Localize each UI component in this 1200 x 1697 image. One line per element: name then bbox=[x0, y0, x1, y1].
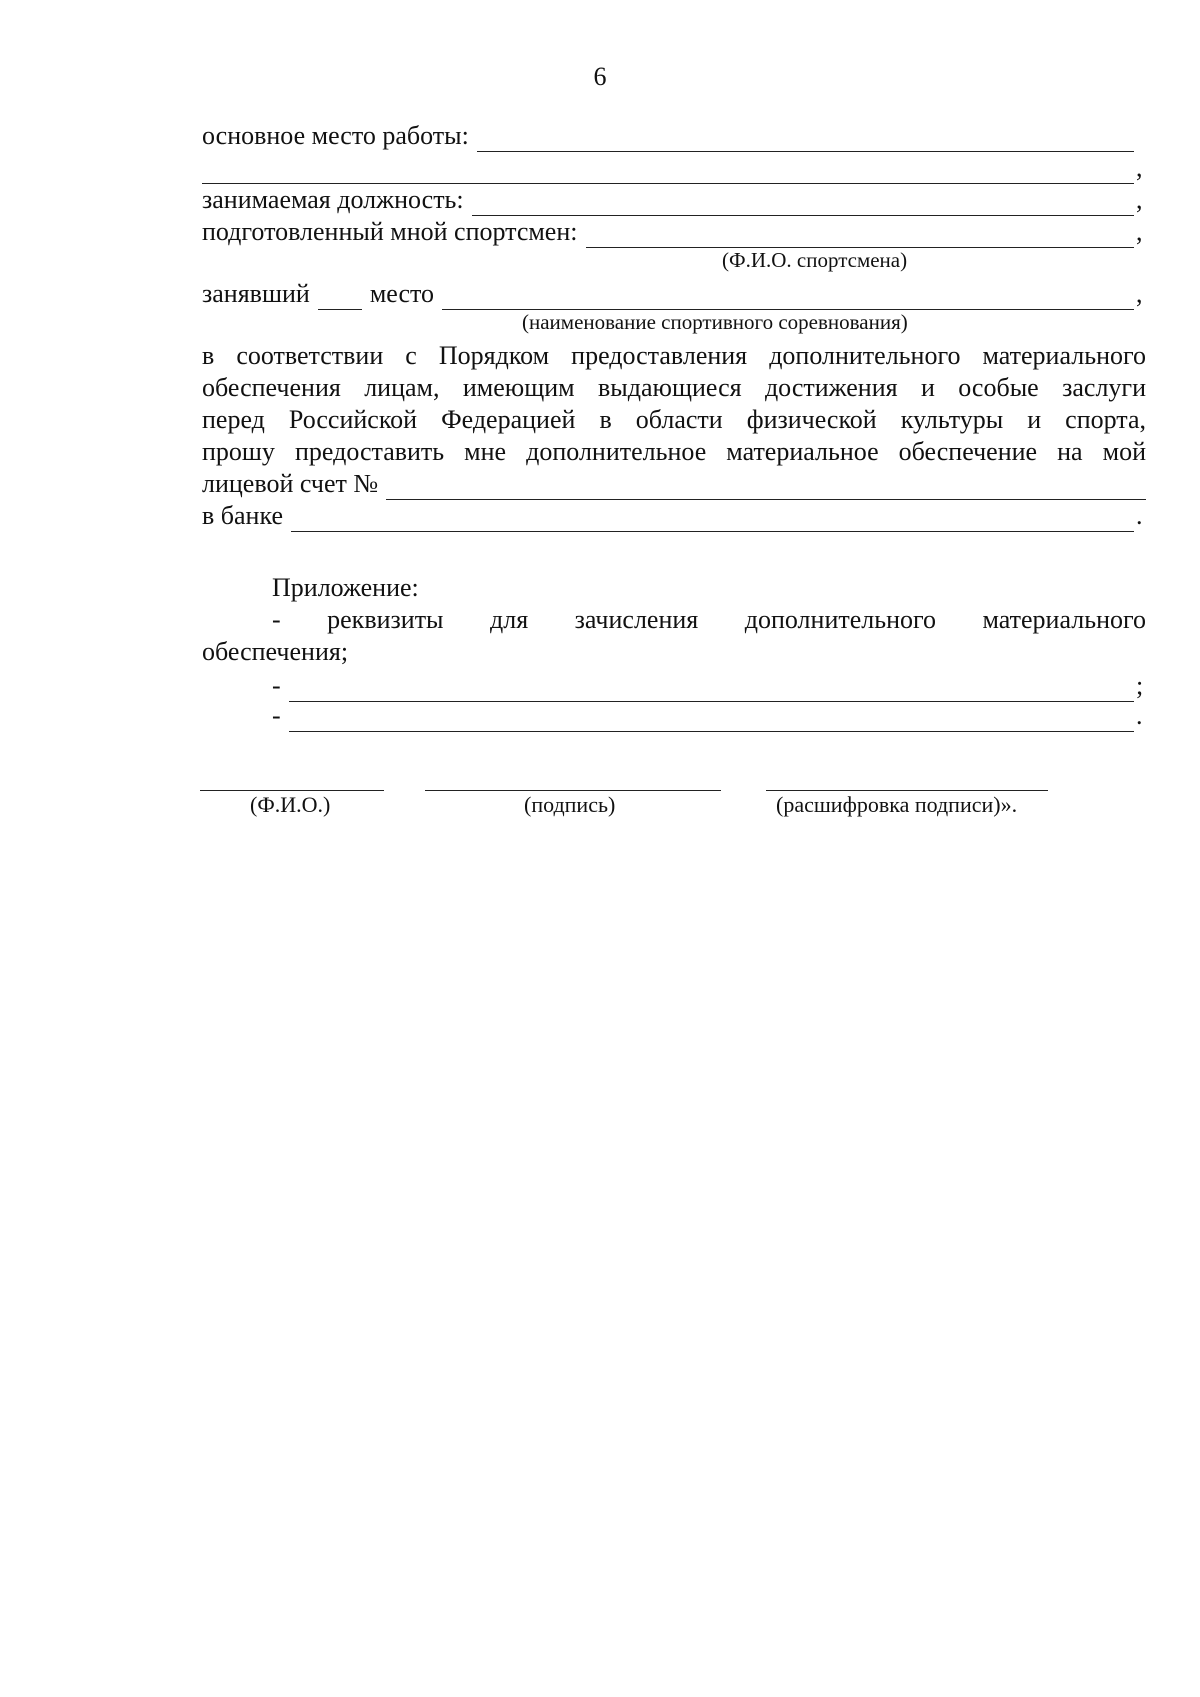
signature-decode-caption: (расшифровка подписи)». bbox=[776, 792, 1018, 817]
workplace-field-2[interactable] bbox=[202, 161, 1134, 184]
dash: - bbox=[272, 671, 281, 700]
paragraph-line-3: перед Российской Федерацией в области физической культуры и спорта, bbox=[202, 405, 1146, 434]
period: . bbox=[1136, 501, 1143, 530]
paragraph-line-2: обеспечения лицам, имеющим выдающиеся достижения и особые заслуги bbox=[202, 373, 1146, 402]
place-prefix: занявший bbox=[202, 279, 310, 308]
attachment-item-3 bbox=[202, 702, 1146, 732]
workplace-row bbox=[202, 120, 1146, 152]
workplace-label: основное место работы: bbox=[202, 121, 469, 150]
signature-caption: (подпись) bbox=[524, 792, 616, 817]
attachment-item-1: - реквизиты для зачисления дополнительного материального bbox=[272, 605, 1146, 634]
signature-line[interactable] bbox=[425, 790, 721, 791]
attachment-field-2[interactable] bbox=[289, 679, 1134, 702]
bank-label: в банке bbox=[202, 501, 283, 530]
place-number-field[interactable] bbox=[318, 287, 362, 310]
bank-row bbox=[202, 500, 1146, 532]
athlete-label: подготовленный мной спортсмен: bbox=[202, 217, 578, 246]
bank-field[interactable] bbox=[291, 509, 1134, 532]
account-row bbox=[202, 468, 1146, 500]
application-form bbox=[202, 120, 1146, 732]
paragraph-line-4: прошу предоставить мне дополнительное материальное обеспечение на мой bbox=[202, 437, 1146, 466]
semicolon: ; bbox=[1136, 671, 1144, 700]
period: . bbox=[1136, 701, 1143, 730]
account-label: лицевой счет № bbox=[202, 469, 379, 498]
attachment-item-2 bbox=[202, 668, 1146, 702]
attachments-heading: Приложение: bbox=[272, 573, 419, 602]
comma: , bbox=[1136, 153, 1143, 182]
attachment-item-1-cont: обеспечения; bbox=[202, 637, 349, 666]
position-field[interactable] bbox=[472, 193, 1134, 216]
paragraph-line-1: в соответствии с Порядком предоставления дополнительного материального bbox=[202, 341, 1146, 370]
comma: , bbox=[1136, 217, 1143, 246]
place-label: место bbox=[369, 279, 435, 308]
fio-caption: (Ф.И.О.) bbox=[250, 792, 331, 817]
page-number: 6 bbox=[593, 62, 607, 91]
athlete-caption: (Ф.И.О. спортсмена) bbox=[722, 248, 908, 272]
comma: , bbox=[1136, 279, 1143, 308]
attachment-field-3[interactable] bbox=[289, 709, 1134, 732]
place-row bbox=[202, 278, 1146, 310]
comma: , bbox=[1136, 185, 1143, 214]
competition-field[interactable] bbox=[442, 287, 1134, 310]
dash: - bbox=[272, 701, 281, 730]
fio-signature-line[interactable] bbox=[200, 790, 384, 791]
signature-decode-line[interactable] bbox=[766, 790, 1048, 791]
position-row bbox=[202, 184, 1146, 216]
athlete-field[interactable] bbox=[586, 225, 1135, 248]
position-label: занимаемая должность: bbox=[202, 185, 464, 214]
competition-caption: (наименование спортивного соревнования) bbox=[522, 310, 908, 334]
workplace-field[interactable] bbox=[477, 129, 1134, 152]
account-field[interactable] bbox=[386, 477, 1146, 500]
workplace-row-2 bbox=[202, 152, 1146, 184]
athlete-row bbox=[202, 216, 1146, 248]
